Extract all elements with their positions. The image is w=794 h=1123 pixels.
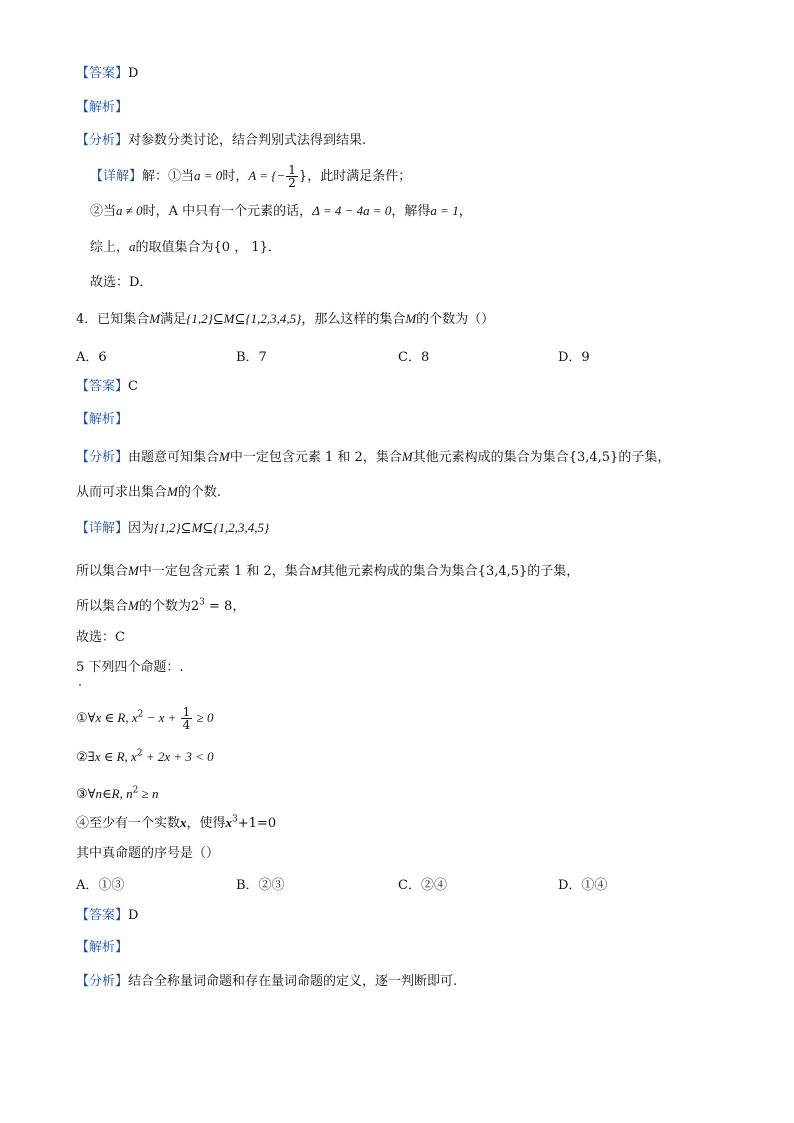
detail-text: 综上， [90, 240, 130, 255]
math-var: M [219, 449, 230, 464]
math-expr: ∃x ∈ R, x [87, 749, 137, 764]
q3-fenxi-line [76, 131, 366, 151]
fenxi-label: 【分析】 [76, 450, 129, 465]
math-expr: a = 0 [194, 168, 223, 183]
detail-text: 中一定包含元素 1 和 2，集合 [138, 564, 311, 579]
answer-label: 【答案】 [76, 66, 129, 81]
math-expr: {3,4,5} [568, 450, 619, 465]
detail-text: 解：①当 [142, 169, 195, 184]
exponent: 3 [199, 597, 205, 608]
q5-option-a: A．①③ [76, 878, 125, 893]
fenxi-label: 【分析】 [76, 974, 129, 989]
math-expr: 2 [190, 599, 200, 614]
answer-label: 【答案】 [76, 908, 129, 923]
q5-option-c: C．②④ [398, 878, 447, 893]
fraction-numerator: 1 [182, 705, 191, 719]
detail-text: ， [232, 599, 246, 614]
math-expr: {1,2}⊆M⊆{1,2,3,4,5} [154, 520, 270, 535]
fraction [181, 706, 193, 731]
math-expr: + 2x + 3 < 0 [142, 749, 214, 764]
math-expr: Δ = 4 − 4a = 0 [312, 203, 392, 218]
q5-prop-1 [76, 704, 213, 733]
q5-option-d: D．①④ [558, 878, 608, 893]
math-expr: A = {− [248, 168, 286, 183]
fenxi-text: 结合全称量词命题和存在量词命题的定义，逐一判断即可. [128, 974, 458, 989]
stem-text: ，那么这样的集合 [301, 312, 406, 327]
q5-stem: 5 下列四个命题：. [76, 660, 184, 675]
detail-text: ②当 [90, 204, 117, 219]
detail-text: 所以集合 [76, 564, 129, 579]
q4-option-c: C．8 [398, 350, 430, 365]
detail-text: 其他元素构成的集合为集合 [321, 564, 478, 579]
detail-text: 的个数为 [138, 599, 191, 614]
q4-stem [76, 309, 494, 330]
stem-text: 的个数为（） [416, 312, 495, 327]
detail-label: 【详解】 [76, 521, 129, 536]
math-expr: +1=0 [237, 816, 277, 831]
prop-text: ④至少有一个实数 [76, 816, 181, 831]
q4-option-d: D．9 [558, 350, 590, 365]
math-expr: = 8 [204, 599, 233, 614]
q4-fenxi-line-2 [76, 482, 221, 503]
detail-text: 因为 [128, 521, 155, 536]
q3-analysis-label: 【解析】 [76, 100, 129, 115]
fenxi-text: 中一定包含元素 1 和 2，集合 [229, 450, 402, 465]
fraction-denominator: 4 [182, 718, 191, 732]
q4-detail-line-2 [76, 561, 579, 582]
math-expr: {0 ， 1} [213, 240, 268, 255]
q5-prop-3 [76, 784, 158, 805]
math-var: M [167, 484, 178, 499]
math-expr: ≥ 0 [193, 710, 214, 725]
fenxi-text: 的个数. [177, 485, 221, 500]
math-expr: a = 1 [430, 203, 459, 218]
math-var: M [405, 311, 417, 326]
q4-detail-line [76, 518, 269, 539]
math-expr: ≥ n [138, 786, 159, 801]
q4-option-a: A．6 [76, 350, 107, 365]
math-expr: − x + [143, 710, 180, 725]
q4-fenxi-line-1 [76, 447, 670, 468]
fenxi-text: 其他元素构成的集合为集合 [412, 450, 569, 465]
fraction-numerator: 1 [288, 163, 296, 177]
q5-fenxi-line [76, 972, 457, 992]
q3-detail-line-3 [90, 237, 281, 258]
prop-text: ，使得 [186, 816, 226, 831]
detail-label: 【详解】 [90, 169, 143, 184]
q3-detail-line-2 [90, 201, 472, 222]
fraction-denominator: 2 [288, 176, 296, 190]
q3-answer-line [76, 64, 138, 84]
q4-answer-line [76, 377, 138, 397]
q3-detail-line-1 [90, 164, 411, 189]
circled-number: ③ [76, 787, 88, 802]
math-var: M [310, 563, 322, 578]
detail-text: 时，A 中只有一个元素的话， [142, 204, 313, 219]
q5-prop-2 [76, 747, 214, 768]
fenxi-text: 的子集， [618, 450, 671, 465]
circled-number: ① [76, 711, 88, 726]
q5-option-b: B．②③ [236, 878, 285, 893]
detail-text: ， [458, 204, 472, 219]
stem-text: 4．已知集合 [76, 312, 150, 327]
fenxi-label: 【分析】 [76, 133, 129, 148]
answer-value: D [128, 66, 139, 81]
fenxi-text: 对参数分类讨论，结合判别式法得到结果. [128, 133, 367, 148]
math-expr: ∀x ∈ R, x [87, 710, 138, 725]
detail-text: ，解得 [391, 204, 431, 219]
q5-analysis-label: 【解析】 [76, 940, 129, 955]
q4-analysis-label: 【解析】 [76, 412, 129, 427]
math-var: M [149, 311, 161, 326]
math-var: M [128, 598, 139, 613]
q5-prop-4 [76, 813, 276, 834]
math-var: a [129, 239, 136, 254]
fenxi-text: 从而可求出集合 [76, 485, 168, 500]
exponent: 2 [132, 785, 139, 796]
answer-value: D [128, 908, 139, 923]
math-expr: {3,4,5} [477, 564, 528, 579]
fraction [286, 164, 298, 189]
answer-label: 【答案】 [76, 379, 129, 394]
q5-question: 其中真命题的序号是（） [76, 846, 220, 861]
detail-text: 的取值集合为 [135, 240, 214, 255]
math-var: M [128, 563, 139, 578]
math-var: x [225, 815, 233, 830]
fenxi-text: 由题意可知集合 [128, 450, 220, 465]
exponent: 2 [137, 709, 144, 720]
q5-answer-line [76, 906, 138, 926]
detail-text: 所以集合 [76, 599, 129, 614]
math-expr: ∀n∈R, n [87, 786, 133, 801]
detail-text: 的子集， [527, 564, 580, 579]
math-expr: {1,2}⊆M⊆{1,2,3,4,5} [186, 311, 302, 326]
circled-number: ② [76, 750, 88, 765]
exponent: 2 [136, 748, 143, 759]
q4-option-b: B．7 [236, 350, 267, 365]
exponent: 3 [232, 814, 238, 825]
answer-value: C [128, 379, 138, 394]
detail-text: ． [267, 240, 281, 255]
q3-choice: 故选：D． [90, 275, 153, 290]
q4-choice: 故选：C [76, 630, 125, 645]
stray-mark [79, 684, 81, 686]
stem-text: 满足 [160, 312, 187, 327]
q4-detail-line-3 [76, 596, 245, 617]
detail-text: 时， [222, 169, 249, 184]
math-var: x [180, 815, 187, 830]
math-expr: } [298, 169, 308, 184]
detail-text: ，此时满足条件； [307, 169, 412, 184]
math-expr: a ≠ 0 [116, 203, 143, 218]
math-var: M [401, 449, 413, 464]
